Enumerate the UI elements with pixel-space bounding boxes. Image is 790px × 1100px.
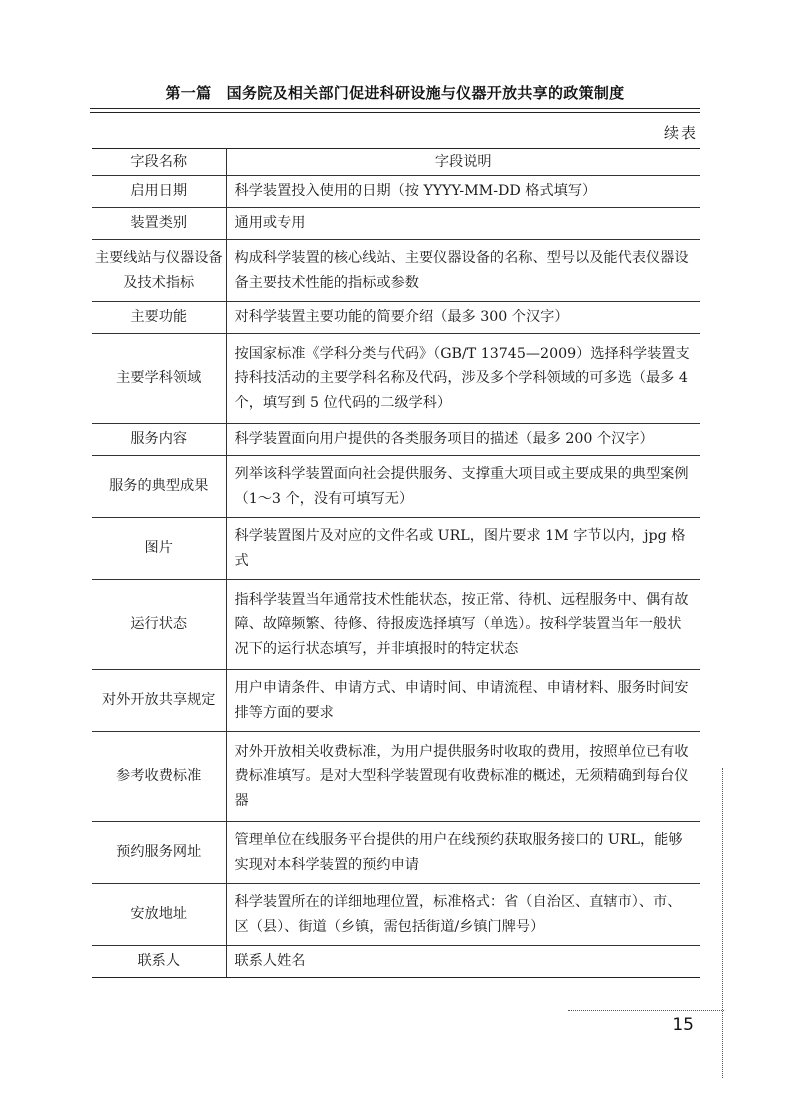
field-name: 主要功能 xyxy=(92,302,226,334)
table-row xyxy=(92,884,700,946)
table-row xyxy=(92,176,700,208)
table-header-row xyxy=(92,149,700,176)
field-desc: 通用或专用 xyxy=(226,208,700,240)
table-row xyxy=(92,732,700,822)
field-name: 运行状态 xyxy=(92,580,226,670)
field-desc: 用户申请条件、申请方式、申请时间、申请流程、申请材料、服务时间安排等方面的要求 xyxy=(226,670,700,732)
field-name: 安放地址 xyxy=(92,884,226,946)
column-header-desc: 字段说明 xyxy=(226,149,700,176)
field-desc: 按国家标准《学科分类与代码》（GB/T 13745—2009）选择科学装置支持科技活动的主要学科名称及代码，涉及多个学科领域的可多选（最多 4 个，填写到 5 位代码的二级学科） xyxy=(226,334,700,424)
page-number: 15 xyxy=(672,1015,694,1035)
table-row xyxy=(92,334,700,424)
margin-dotted-line-horizontal xyxy=(568,1010,724,1011)
table-row xyxy=(92,518,700,580)
field-name: 参考收费标准 xyxy=(92,732,226,822)
field-description-table xyxy=(92,148,700,978)
field-desc: 对科学装置主要功能的简要介绍（最多 300 个汉字） xyxy=(226,302,700,334)
field-desc: 对外开放相关收费标准，为用户提供服务时收取的费用，按照单位已有收费标准填写。是对大型科学装置现有收费标准的概述，无须精确到每台仪器 xyxy=(226,732,700,822)
field-desc: 管理单位在线服务平台提供的用户在线预约获取服务接口的 URL，能够实现对本科学装置的预约申请 xyxy=(226,822,700,884)
field-name: 预约服务网址 xyxy=(92,822,226,884)
table-row xyxy=(92,424,700,456)
field-name: 服务的典型成果 xyxy=(92,456,226,518)
header-rule-thick xyxy=(90,108,700,109)
table-row xyxy=(92,580,700,670)
table-row xyxy=(92,946,700,978)
table-row xyxy=(92,456,700,518)
field-name: 装置类别 xyxy=(92,208,226,240)
table-row xyxy=(92,670,700,732)
field-name: 主要线站与仪器设备及技术指标 xyxy=(92,240,226,302)
field-name: 对外开放共享规定 xyxy=(92,670,226,732)
field-desc: 构成科学装置的核心线站、主要仪器设备的名称、型号以及能代表仪器设备主要技术性能的指标或参数 xyxy=(226,240,700,302)
running-header: 第一篇 国务院及相关部门促进科研设施与仪器开放共享的政策制度 xyxy=(165,84,625,102)
field-name: 服务内容 xyxy=(92,424,226,456)
table-row xyxy=(92,302,700,334)
header-rule-thin xyxy=(90,112,700,113)
field-desc: 联系人姓名 xyxy=(226,946,700,978)
field-name: 图片 xyxy=(92,518,226,580)
field-desc: 科学装置投入使用的日期（按 YYYY-MM-DD 格式填写） xyxy=(226,176,700,208)
table-row xyxy=(92,208,700,240)
table-row xyxy=(92,240,700,302)
table-row xyxy=(92,822,700,884)
field-desc: 列举该科学装置面向社会提供服务、支撑重大项目或主要成果的典型案例（1～3 个，没有可填写无） xyxy=(226,456,700,518)
continued-label: 续表 xyxy=(663,124,698,142)
field-desc: 科学装置所在的详细地理位置，标准格式：省（自治区、直辖市）、市、区（县）、街道（乡镇，需包括街道/乡镇门牌号） xyxy=(226,884,700,946)
field-desc: 科学装置图片及对应的文件名或 URL，图片要求 1M 字节以内，jpg 格式 xyxy=(226,518,700,580)
field-desc: 指科学装置当年通常技术性能状态，按正常、待机、远程服务中、偶有故障、故障频繁、待修、待报废选择填写（单选）。按科学装置当年一般状况下的运行状态填写，并非填报时的特定状态 xyxy=(226,580,700,670)
field-desc: 科学装置面向用户提供的各类服务项目的描述（最多 200 个汉字） xyxy=(226,424,700,456)
column-header-field: 字段名称 xyxy=(92,149,226,176)
margin-dotted-line-vertical xyxy=(722,768,723,1078)
field-name: 联系人 xyxy=(92,946,226,978)
field-name: 主要学科领域 xyxy=(92,334,226,424)
field-name: 启用日期 xyxy=(92,176,226,208)
